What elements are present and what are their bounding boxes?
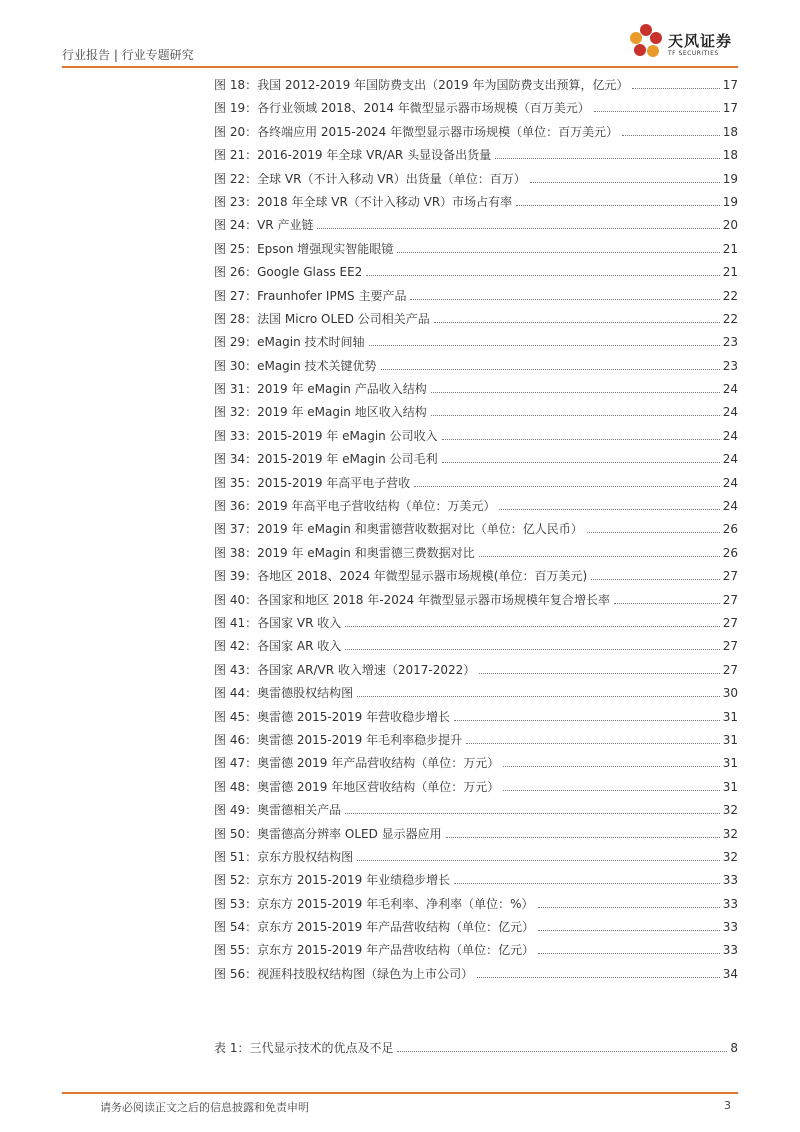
toc-leader-dots	[357, 696, 720, 697]
toc-entry[interactable]	[214, 871, 738, 894]
toc-leader-dots	[614, 603, 720, 604]
toc-entry-page: 27	[722, 662, 738, 677]
toc-entry-page: 22	[722, 288, 738, 303]
toc-entry-label: 图 42：各国家 AR 收入	[214, 639, 342, 654]
toc-leader-dots	[622, 135, 720, 136]
toc-entry[interactable]	[214, 263, 738, 286]
toc-entry-label: 图 56：视涯科技股权结构图（绿色为上市公司）	[214, 966, 474, 981]
toc-leader-dots	[431, 415, 720, 416]
toc-entry-label: 图 50：奥雷德高分辨率 OLED 显示器应用	[214, 826, 442, 841]
toc-leader-dots	[369, 345, 720, 346]
toc-entry[interactable]	[214, 497, 738, 520]
header-divider	[62, 66, 738, 68]
toc-entry[interactable]	[214, 170, 738, 193]
logo-text-en: TF SECURITIES	[668, 50, 719, 57]
toc-entry[interactable]	[214, 520, 738, 543]
toc-entry-label: 图 21：2016-2019 年全球 VR/AR 头显设备出货量	[214, 148, 492, 163]
toc-leader-dots	[538, 907, 720, 908]
toc-leader-dots	[397, 252, 719, 253]
toc-entry[interactable]	[214, 895, 738, 918]
toc-entry-label: 图 23：2018 年全球 VR（不计入移动 VR）市场占有率	[214, 194, 513, 209]
toc-leader-dots	[357, 860, 720, 861]
toc-leader-dots	[538, 953, 720, 954]
toc-entry-page: 17	[722, 101, 738, 116]
toc-entry[interactable]	[214, 193, 738, 216]
tf-securities-logo	[628, 22, 738, 66]
toc-entry-label: 图 29：eMagin 技术时间轴	[214, 335, 365, 350]
toc-entry-page: 24	[722, 452, 738, 467]
footer-disclaimer: 请务必阅读正文之后的信息披露和免责申明	[100, 1101, 309, 1114]
toc-entry-page: 31	[722, 756, 738, 771]
toc-entry[interactable]	[214, 637, 738, 660]
toc-entry-label: 图 18：我国 2012-2019 年国防费支出（2019 年为国防费支出预算，亿元）	[214, 78, 629, 92]
toc-leader-dots	[530, 182, 720, 183]
toc-entry-page: 31	[722, 779, 738, 794]
toc-entry[interactable]	[214, 310, 738, 333]
toc-leader-dots	[479, 673, 719, 674]
toc-entry-page: 18	[722, 124, 738, 139]
toc-entry-page: 27	[722, 639, 738, 654]
toc-entry[interactable]	[214, 146, 738, 169]
toc-entry[interactable]	[214, 614, 738, 637]
toc-entry-page: 19	[722, 171, 738, 186]
toc-entry-label: 图 37：2019 年 eMagin 和奥雷德营收数据对比（单位：亿人民币）	[214, 522, 583, 537]
toc-entry[interactable]	[214, 99, 738, 122]
toc-leader-dots	[454, 883, 720, 884]
toc-leader-dots	[454, 720, 720, 721]
toc-entry-page: 30	[722, 686, 738, 701]
toc-entry[interactable]	[214, 801, 738, 824]
toc-entry-label: 图 31：2019 年 eMagin 产品收入结构	[214, 382, 427, 397]
toc-entry-label: 图 51：京东方股权结构图	[214, 849, 354, 864]
toc-entry-page: 20	[722, 218, 738, 233]
toc-entry-page: 19	[722, 194, 738, 209]
toc-entry-label: 图 27：Fraunhofer IPMS 主要产品	[214, 288, 407, 303]
toc-entry-page: 32	[722, 803, 738, 818]
toc-entry-label: 图 43：各国家 AR/VR 收入增速（2017-2022）	[214, 662, 476, 677]
page-number: 3	[724, 1099, 731, 1112]
toc-leader-dots	[446, 837, 720, 838]
toc-entry-page: 24	[722, 475, 738, 490]
toc-entry-label: 图 34：2015-2019 年 eMagin 公司毛利	[214, 452, 438, 467]
toc-entry[interactable]	[214, 76, 738, 99]
toc-entry-page: 21	[722, 241, 738, 256]
toc-entry-label: 图 49：奥雷德相关产品	[214, 803, 342, 818]
toc-entry-label: 图 45：奥雷德 2015-2019 年营收稳步增长	[214, 709, 451, 724]
toc-entry[interactable]	[214, 474, 738, 497]
toc-entry-label: 图 55：京东方 2015-2019 年产品营收结构（单位：亿元）	[214, 943, 535, 958]
toc-entry-label: 图 44：奥雷德股权结构图	[214, 686, 354, 701]
toc-entry-page: 31	[722, 732, 738, 747]
toc-leader-dots	[366, 275, 719, 276]
toc-leader-dots	[591, 579, 720, 580]
toc-entry-label: 图 28：法国 Micro OLED 公司相关产品	[214, 311, 430, 326]
toc-entry[interactable]	[214, 825, 738, 848]
toc-entry-label: 图 46：奥雷德 2015-2019 年毛利率稳步提升	[214, 732, 463, 747]
toc-leader-dots	[495, 158, 720, 159]
toc-entry[interactable]	[214, 754, 738, 777]
toc-entry-page: 21	[722, 265, 738, 280]
toc-leader-dots	[516, 205, 720, 206]
toc-entry-label: 图 41：各国家 VR 收入	[214, 615, 342, 630]
toc-entry-label: 图 40：各国家和地区 2018 年-2024 年微型显示器市场规模年复合增长率	[214, 592, 610, 607]
toc-entry-label: 图 35：2015-2019 年高平电子营收	[214, 475, 411, 490]
toc-leader-dots	[538, 930, 720, 931]
toc-entry-page: 26	[722, 522, 738, 537]
toc-entry-label: 图 30：eMagin 技术关键优势	[214, 358, 377, 373]
toc-leader-dots	[442, 439, 720, 440]
toc-entry[interactable]	[214, 544, 738, 567]
toc-entry-label: 图 25：Epson 增强现实智能眼镜	[214, 241, 394, 256]
toc-entry-label: 图 47：奥雷德 2019 年产品营收结构（单位：万元）	[214, 756, 500, 771]
toc-entry[interactable]	[214, 427, 738, 450]
toc-entry-page: 23	[722, 335, 738, 350]
toc-leader-dots	[466, 743, 720, 744]
toc-entry-label: 图 26：Google Glass EE2	[214, 265, 363, 280]
toc-leader-dots	[442, 462, 720, 463]
toc-leader-dots	[499, 509, 719, 510]
toc-leader-dots	[594, 111, 720, 112]
toc-entry[interactable]	[214, 333, 738, 356]
toc-entry-page: 27	[722, 569, 738, 584]
toc-entry-label: 图 22：全球 VR（不计入移动 VR）出货量（单位：百万）	[214, 171, 526, 186]
report-category: 行业报告 | 行业专题研究	[62, 48, 194, 62]
toc-entry[interactable]	[214, 287, 738, 310]
toc-leader-dots	[479, 556, 720, 557]
toc-entry-page: 34	[722, 966, 738, 981]
toc-entry[interactable]	[214, 380, 738, 403]
toc-entry-label: 图 33：2015-2019 年 eMagin 公司收入	[214, 428, 438, 443]
logo-text-cn: 天风证券	[668, 32, 733, 50]
toc-entry-page: 27	[722, 615, 738, 630]
toc-leader-dots	[434, 322, 720, 323]
toc-entry-page: 23	[722, 358, 738, 373]
toc-entry-page: 32	[722, 826, 738, 841]
flower-logo-icon	[628, 22, 664, 62]
footer-divider	[62, 1092, 738, 1094]
toc-entry-page: 33	[722, 943, 738, 958]
toc-entry[interactable]	[214, 941, 738, 964]
toc-entry[interactable]	[214, 1039, 738, 1062]
toc-leader-dots	[345, 626, 719, 627]
toc-entry-label: 表 1：三代显示技术的优点及不足	[214, 1041, 394, 1055]
toc-entry[interactable]	[214, 965, 738, 988]
toc-leader-dots	[632, 88, 719, 89]
toc-leader-dots	[477, 977, 720, 978]
toc-entry-page: 32	[722, 849, 738, 864]
toc-entry-page: 22	[722, 311, 738, 326]
toc-entry[interactable]	[214, 708, 738, 731]
toc-leader-dots	[414, 486, 719, 487]
toc-entry-label: 图 53：京东方 2015-2019 年毛利率、净利率（单位：%）	[214, 896, 534, 911]
toc-leader-dots	[410, 299, 719, 300]
toc-entry-label: 图 52：京东方 2015-2019 年业绩稳步增长	[214, 873, 451, 888]
toc-entry[interactable]	[214, 591, 738, 614]
toc-entry-page: 24	[722, 405, 738, 420]
toc-entry-label: 图 48：奥雷德 2019 年地区营收结构（单位：万元）	[214, 779, 500, 794]
toc-leader-dots	[503, 766, 719, 767]
toc-entry[interactable]	[214, 661, 738, 684]
toc-entry-page: 17	[722, 78, 738, 92]
toc-leader-dots	[381, 369, 720, 370]
toc-leader-dots	[431, 392, 720, 393]
toc-entry[interactable]	[214, 731, 738, 754]
toc-entry-page: 18	[722, 148, 738, 163]
figure-list	[214, 76, 738, 988]
toc-entry-page: 26	[722, 545, 738, 560]
toc-entry[interactable]	[214, 848, 738, 871]
toc-entry[interactable]	[214, 684, 738, 707]
toc-entry-page: 24	[722, 428, 738, 443]
toc-leader-dots	[587, 532, 720, 533]
toc-entry[interactable]	[214, 123, 738, 146]
toc-entry-page: 33	[722, 896, 738, 911]
toc-entry-page: 24	[722, 382, 738, 397]
toc-entry-label: 图 36：2019 年高平电子营收结构（单位：万美元）	[214, 499, 496, 514]
toc-leader-dots	[345, 813, 720, 814]
toc-entry-page: 8	[730, 1041, 738, 1055]
toc-entry[interactable]	[214, 403, 738, 426]
table-list	[214, 1039, 738, 1062]
toc-leader-dots	[345, 649, 719, 650]
toc-entry[interactable]	[214, 216, 738, 239]
toc-leader-dots	[397, 1051, 727, 1052]
toc-entry[interactable]	[214, 240, 738, 263]
toc-entry[interactable]	[214, 357, 738, 380]
toc-entry[interactable]	[214, 567, 738, 590]
toc-entry-label: 图 19：各行业领域 2018、2014 年微型显示器市场规模（百万美元）	[214, 101, 590, 116]
toc-entry-label: 图 24：VR 产业链	[214, 218, 314, 233]
toc-entry-label: 图 32：2019 年 eMagin 地区收入结构	[214, 405, 427, 420]
toc-entry-page: 33	[722, 920, 738, 935]
toc-entry-page: 33	[722, 873, 738, 888]
toc-entry[interactable]	[214, 450, 738, 473]
toc-entry-label: 图 38：2019 年 eMagin 和奥雷德三费数据对比	[214, 545, 475, 560]
toc-entry-label: 图 54：京东方 2015-2019 年产品营收结构（单位：亿元）	[214, 920, 535, 935]
toc-entry-label: 图 39：各地区 2018、2024 年微型显示器市场规模(单位：百万美元)	[214, 569, 588, 584]
toc-entry-label: 图 20：各终端应用 2015-2024 年微型显示器市场规模（单位：百万美元）	[214, 124, 619, 139]
toc-entry-page: 24	[722, 499, 738, 514]
toc-leader-dots	[503, 790, 719, 791]
toc-entry[interactable]	[214, 918, 738, 941]
toc-entry-page: 31	[722, 709, 738, 724]
toc-leader-dots	[317, 228, 719, 229]
toc-entry-page: 27	[722, 592, 738, 607]
toc-entry[interactable]	[214, 778, 738, 801]
